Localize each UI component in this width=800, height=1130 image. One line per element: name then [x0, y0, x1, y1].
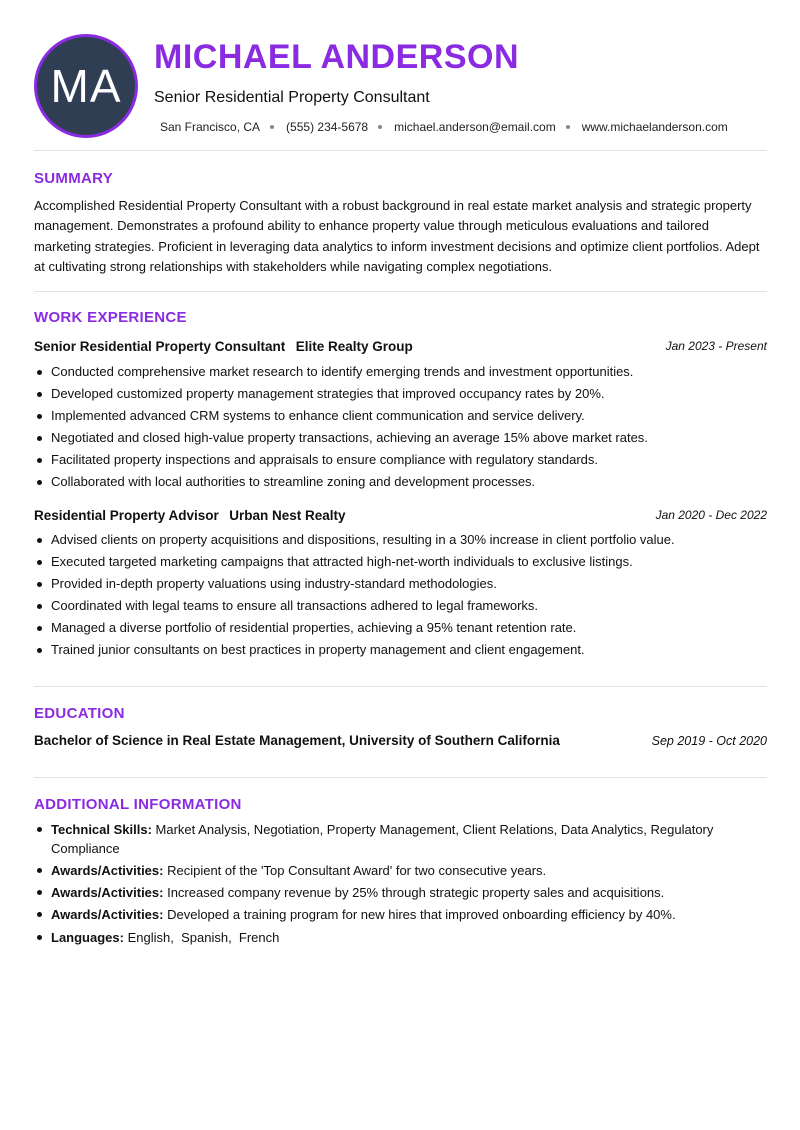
- list-item: Facilitated property inspections and appraisals to ensure compliance with regulatory standards.: [34, 449, 767, 471]
- education-entry: [34, 732, 767, 750]
- list-item: Executed targeted marketing campaigns that attracted high-net-worth individuals to exclusive listings.: [34, 551, 767, 573]
- education-dates: Sep 2019 - Oct 2020: [651, 734, 767, 748]
- item-label: Technical Skills:: [51, 822, 152, 837]
- separator-dot-icon: [378, 125, 382, 129]
- item-label: Awards/Activities:: [51, 863, 164, 878]
- job-role: Senior Residential Property Consultant: [34, 339, 286, 354]
- summary-text: Accomplished Residential Property Consultant with a robust background in real estate market analysis and strategic property management. Demonstrates a profound ability to enhance property value through meticulous evaluations and tailored marketing strategies. Proficient in leveraging data analytics to inform investment decisions and optimize client portfolios. Adept at cultivating strong relationships with stakeholders while navigating complex negotiations.: [34, 198, 760, 274]
- section-divider: [34, 150, 767, 151]
- list-item: Collaborated with local authorities to streamline zoning and development processes.: [34, 471, 767, 493]
- list-item: Implemented advanced CRM systems to enhance client communication and service delivery.: [34, 405, 767, 427]
- avatar-initials: MA: [50, 60, 122, 112]
- job-dates: Jan 2023 - Present: [665, 339, 767, 353]
- list-item: Conducted comprehensive market research to identify emerging trends and investment opportunities.: [34, 361, 767, 383]
- item-text: Developed a training program for new hires that improved onboarding efficiency by 40%.: [167, 907, 676, 922]
- job-company: Elite Realty Group: [295, 339, 413, 354]
- avatar: [34, 34, 138, 138]
- resume-header: [0, 0, 800, 150]
- job-header: [34, 507, 767, 525]
- contact-location: San Francisco, CA: [160, 120, 261, 134]
- language: , Spanish: [170, 930, 228, 945]
- job-dates: Jan 2020 - Dec 2022: [655, 508, 767, 522]
- list-item: Provided in-depth property valuations using industry-standard methodologies.: [34, 573, 767, 595]
- item-label: Awards/Activities:: [51, 885, 164, 900]
- languages-label: Languages:: [51, 930, 124, 945]
- job-bullets: [34, 361, 767, 493]
- candidate-title: Senior Residential Property Consultant: [154, 89, 430, 106]
- education-degree: Bachelor of Science in Real Estate Management, University of Southern California: [34, 733, 560, 748]
- language: English: [127, 930, 171, 945]
- language: , French: [228, 930, 279, 945]
- job-header: [34, 338, 767, 356]
- list-item: [34, 883, 767, 902]
- list-item: Trained junior consultants on best practices in property management and client engagement.: [34, 639, 767, 661]
- separator-dot-icon: [566, 125, 570, 129]
- contact-info: [160, 120, 728, 134]
- list-item: Managed a diverse portfolio of residential properties, achieving a 95% tenant retention rate.: [34, 617, 767, 639]
- item-text: Increased company revenue by 25% through strategic property sales and acquisitions.: [167, 885, 665, 900]
- education-heading: EDUCATION: [34, 705, 125, 722]
- job-company: Urban Nest Realty: [229, 508, 346, 523]
- additional-heading: ADDITIONAL INFORMATION: [34, 796, 242, 813]
- section-divider: [34, 291, 767, 292]
- list-item: [34, 905, 767, 924]
- summary-heading: SUMMARY: [34, 170, 114, 187]
- list-item: Advised clients on property acquisitions and dispositions, resulting in a 30% increase in client portfolio value.: [34, 529, 767, 551]
- job-bullets: [34, 529, 767, 661]
- section-divider: [34, 777, 767, 778]
- contact-website[interactable]: www.michaelanderson.com: [581, 120, 728, 134]
- contact-email[interactable]: michael.anderson@email.com: [394, 120, 556, 134]
- item-label: Awards/Activities:: [51, 907, 164, 922]
- additional-list: [34, 820, 767, 950]
- job-role: Residential Property Advisor: [34, 508, 219, 523]
- list-item: Coordinated with legal teams to ensure all transactions adhered to legal frameworks.: [34, 595, 767, 617]
- list-item: Developed customized property management strategies that improved occupancy rates by 20%.: [34, 383, 767, 405]
- list-item: Negotiated and closed high-value property transactions, achieving an average 15% above market rates.: [34, 427, 767, 449]
- experience-heading: WORK EXPERIENCE: [34, 309, 187, 326]
- languages-item: [34, 928, 767, 947]
- item-text: Recipient of the 'Top Consultant Award' for two consecutive years.: [167, 863, 547, 878]
- item-text: Market Analysis, Negotiation, Property Management, Client Relations, Data Analytics, Regulatory Compliance: [51, 822, 714, 856]
- section-divider: [34, 686, 767, 687]
- separator-dot-icon: [270, 125, 274, 129]
- list-item: [34, 820, 767, 858]
- contact-phone: (555) 234-5678: [286, 120, 369, 134]
- list-item: [34, 861, 767, 880]
- candidate-name: MICHAEL ANDERSON: [154, 38, 520, 76]
